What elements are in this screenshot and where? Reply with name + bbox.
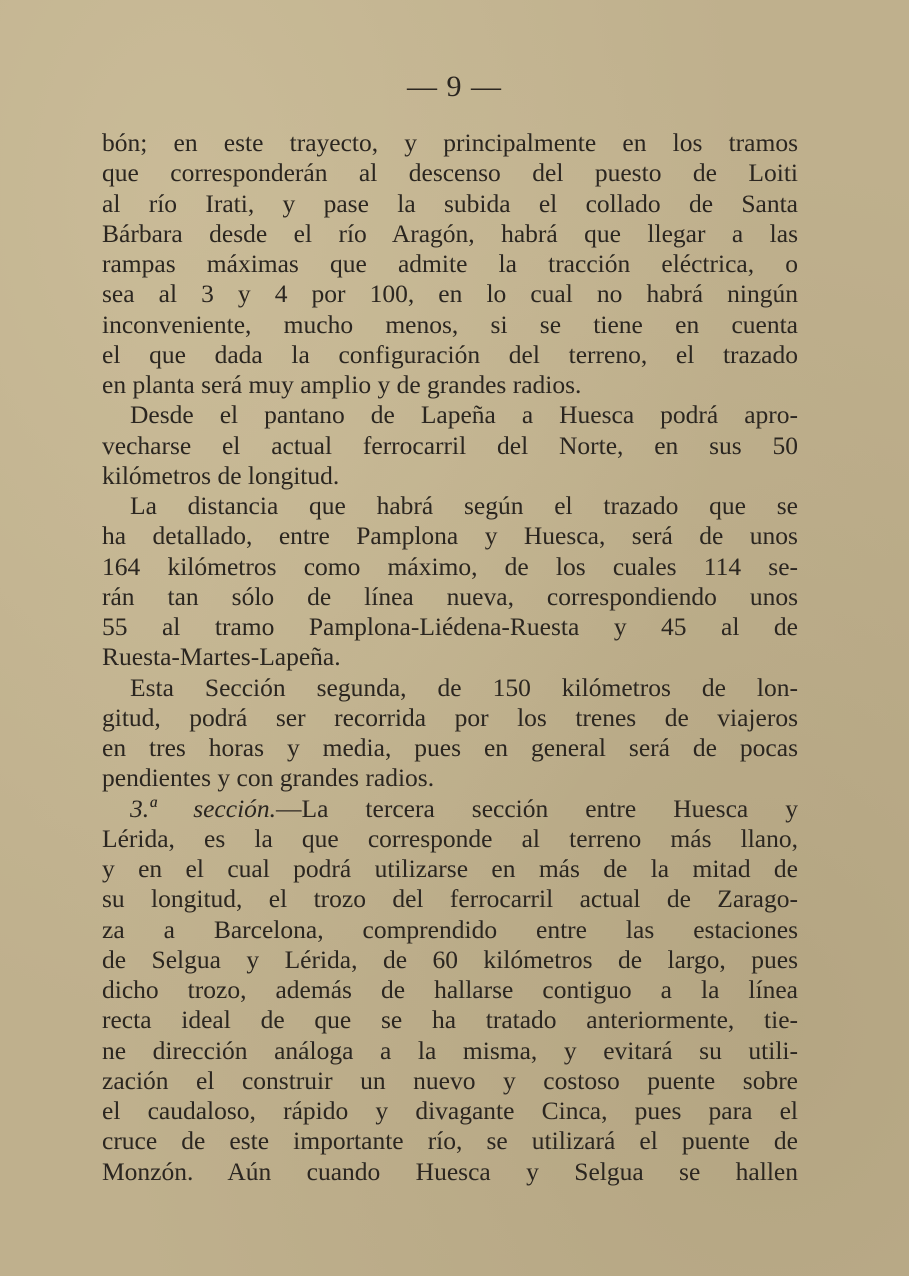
text-line: rán tan sólo de línea nueva, correspondiendo unos [102,581,798,611]
body-text [102,128,798,1187]
text-line: sea al 3 y 4 por 100, en lo cual no habrá ningún [102,279,798,309]
text-line: en tres horas y media, pues en general será de pocas [102,733,798,762]
text-line: el que dada la configuración del terreno, el trazado [102,339,798,369]
text-line: recta ideal de que se ha tratado anteriormente, tie- [102,1005,798,1035]
text-line: ne dirección análoga a la misma, y evitará su utili- [102,1035,798,1065]
text-line: Lérida, es la que corresponde al terreno más llano, [102,823,798,853]
text-line: en planta será muy amplio y de grandes radios. [102,370,582,399]
page-number: — 9 — [407,70,502,103]
text-line: 164 kilómetros como máximo, de los cuales 114 se- [102,551,798,581]
text-line: de Selgua y Lérida, de 60 kilómetros de largo, pues [102,944,798,974]
text-line: bón; en este trayecto, y principalmente en los tramos [102,128,798,157]
text-line: vecharse el actual ferrocarril del Norte, en sus 50 [102,430,798,460]
paragraph-start-line: La distancia que habrá según el trazado que se [130,491,798,520]
text-line: el caudaloso, rápido y divagante Cinca, pues para el [102,1096,798,1125]
paragraph-start-line: Desde el pantano de Lapeña a Huesca podrá apro- [130,400,798,430]
text-line: ha detallado, entre Pamplona y Huesca, será de unos [102,521,798,551]
text-line: y en el cual podrá utilizarse en más de la mitad de [102,854,798,883]
text-line: al río Irati, y pase la subida el collado de Santa [102,188,798,218]
text-line: su longitud, el trozo del ferrocarril actual de Zarago- [102,884,798,914]
text-line: rampas máximas que admite la tracción eléctrica, o [102,249,798,278]
text-line-fragment: —La tercera sección entre Huesca y [276,793,798,823]
text-line: cruce de este importante río, se utilizará el puente de [102,1126,798,1156]
text-line: que corresponderán al descenso del puesto de Loiti [102,158,798,188]
text-line: zación el construir un nuevo y costoso puente sobre [102,1065,798,1095]
text-line: Ruesta-Martes-Lapeña. [102,642,341,672]
text-line: inconveniente, mucho menos, si se tiene en cuenta [102,309,798,339]
text-line: za a Barcelona, comprendido entre las estaciones [102,914,798,944]
section-number: 3.ª [130,793,157,823]
text-line: Monzón. Aún cuando Huesca y Selgua se hallen [102,1156,798,1186]
text-line: gitud, podrá ser recorrida por los trenes de viajeros [102,702,798,732]
section-heading-line [102,794,798,824]
text-line: 55 al tramo Pamplona-Liédena-Ruesta y 45 al de [102,612,798,641]
text-line: dicho trozo, además de hallarse contiguo a la línea [102,975,798,1004]
paragraph-start-line: Esta Sección segunda, de 150 kilómetros de lon- [130,672,798,702]
text-line: Bárbara desde el río Aragón, habrá que llegar a las [102,218,798,248]
text-line: pendientes y con grandes radios. [102,763,435,793]
text-line: kilómetros de longitud. [102,460,340,490]
section-title: sección. [193,793,277,823]
